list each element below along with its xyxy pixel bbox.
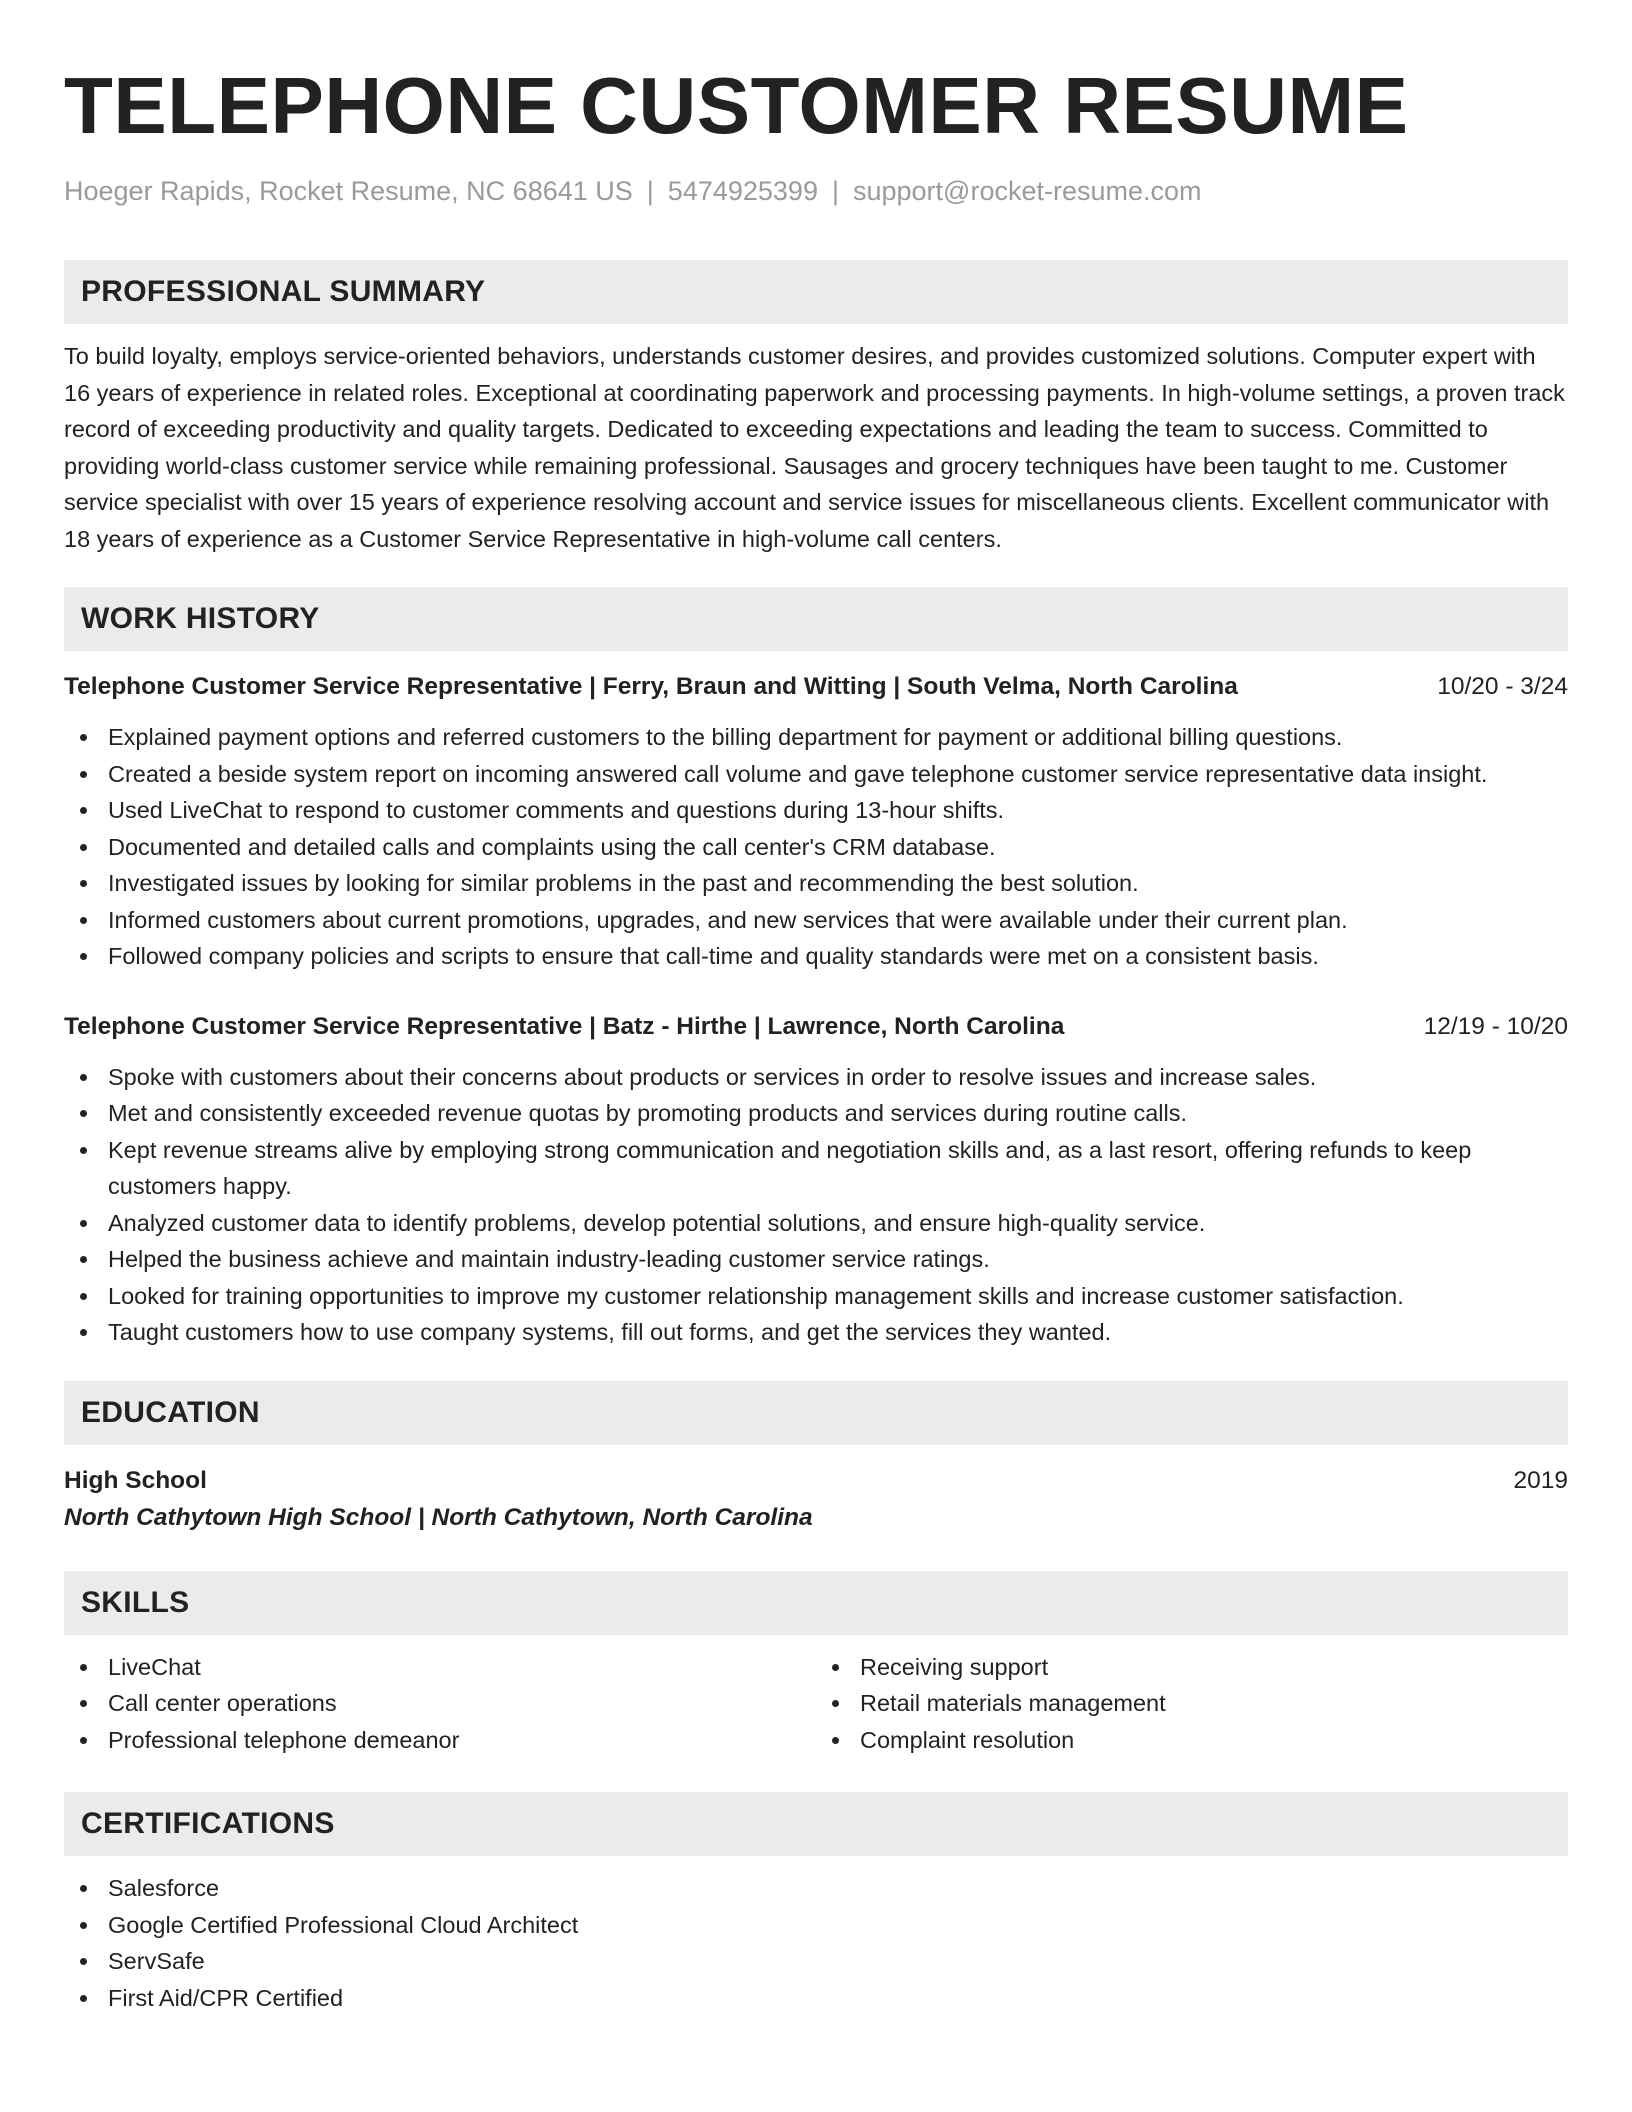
page-title: TELEPHONE CUSTOMER RESUME [64, 61, 1409, 150]
list-item: Spoke with customers about their concerns about products or services in order to resolve issues and increase sales. [64, 1059, 1568, 1096]
section-header-certifications: CERTIFICATIONS [64, 1792, 1568, 1856]
contact-phone: 5474925399 [667, 176, 818, 206]
summary-text: To build loyalty, employs service-oriented behaviors, understands customer desires, and provides customized solutions. Computer expert with 16 years of experience in related roles. Exceptional at coordinating paperwork and processing payments. In high-volume settings, a proven track record of exceeding productivity and quality targets. Dedicated to exceeding expectations and leading the team to success. Committed to providing world-class customer service while remaining professional. Sausages and grocery techniques have been taught to me. Customer service specialist with over 15 years of experience resolving account and service issues for miscellaneous clients. Excellent communicator with 18 years of experience as a Customer Service Representative in high-volume call centers. [64, 343, 1565, 552]
job-entry [64, 1009, 1568, 1351]
contact-separator: | [646, 176, 654, 206]
list-item: Call center operations [64, 1685, 816, 1722]
job-header [64, 1009, 1568, 1045]
skills-column-right [816, 1649, 1568, 1759]
section-header-education: EDUCATION [64, 1381, 1568, 1445]
list-item: Analyzed customer data to identify problems, develop potential solutions, and ensure high-quality service. [64, 1205, 1568, 1242]
list-item: Salesforce [64, 1870, 1568, 1907]
job-entry [64, 669, 1568, 975]
education-header [64, 1463, 1568, 1499]
list-item: ServSafe [64, 1943, 1568, 1980]
contact-line [64, 174, 1568, 208]
list-item: Google Certified Professional Cloud Architect [64, 1907, 1568, 1944]
skills-list [816, 1649, 1568, 1759]
section-header-skills: SKILLS [64, 1571, 1568, 1635]
list-item: Looked for training opportunities to improve my customer relationship management skills and increase customer satisfaction. [64, 1278, 1568, 1315]
list-item: LiveChat [64, 1649, 816, 1686]
list-item: Documented and detailed calls and complaints using the call center's CRM database. [64, 829, 1568, 866]
list-item: Helped the business achieve and maintain industry-leading customer service ratings. [64, 1241, 1568, 1278]
certifications-list [64, 1870, 1568, 2016]
job-bullet-list [64, 1059, 1568, 1351]
list-item: Investigated issues by looking for similar problems in the past and recommending the best solution. [64, 865, 1568, 902]
skills-list [64, 1649, 816, 1759]
list-item: Complaint resolution [816, 1722, 1568, 1759]
job-bullet-list [64, 719, 1568, 975]
education-school: North Cathytown High School | North Cathytown, North Carolina [64, 1503, 813, 1531]
list-item: First Aid/CPR Certified [64, 1980, 1568, 2017]
list-item: Taught customers how to use company systems, fill out forms, and get the services they wanted. [64, 1314, 1568, 1351]
section-header-summary: PROFESSIONAL SUMMARY [64, 260, 1568, 324]
list-item: Retail materials management [816, 1685, 1568, 1722]
contact-email: support@rocket-resume.com [852, 176, 1202, 206]
list-item: Informed customers about current promotions, upgrades, and new services that were available under their current plan. [64, 902, 1568, 939]
list-item: Receiving support [816, 1649, 1568, 1686]
job-header [64, 669, 1568, 705]
list-item: Used LiveChat to respond to customer comments and questions during 13-hour shifts. [64, 792, 1568, 829]
job-dates: 12/19 - 10/20 [1423, 1012, 1568, 1040]
job-dates: 10/20 - 3/24 [1437, 673, 1568, 700]
job-title: Telephone Customer Service Representative | Ferry, Braun and Witting | South Velma, North Carolina [64, 673, 1238, 700]
contact-address: Hoeger Rapids, Rocket Resume, NC 68641 US [64, 176, 633, 206]
education-year: 2019 [1513, 1466, 1568, 1494]
list-item: Explained payment options and referred customers to the billing department for payment or additional billing questions. [64, 719, 1568, 756]
section-header-work-history: WORK HISTORY [64, 587, 1568, 651]
list-item: Created a beside system report on incoming answered call volume and gave telephone customer service representative data insight. [64, 756, 1568, 793]
list-item: Kept revenue streams alive by employing strong communication and negotiation skills and, as a last resort, offering refunds to keep customers happy. [64, 1132, 1568, 1205]
list-item: Met and consistently exceeded revenue quotas by promoting products and services during routine calls. [64, 1095, 1568, 1132]
skills-grid [64, 1649, 1568, 1759]
education-degree: High School [64, 1466, 207, 1494]
list-item: Professional telephone demeanor [64, 1722, 816, 1759]
job-title: Telephone Customer Service Representative | Batz - Hirthe | Lawrence, North Carolina [64, 1012, 1065, 1040]
list-item: Followed company policies and scripts to ensure that call-time and quality standards were met on a consistent basis. [64, 938, 1568, 975]
skills-column-left [64, 1649, 816, 1759]
contact-separator: | [831, 176, 839, 206]
